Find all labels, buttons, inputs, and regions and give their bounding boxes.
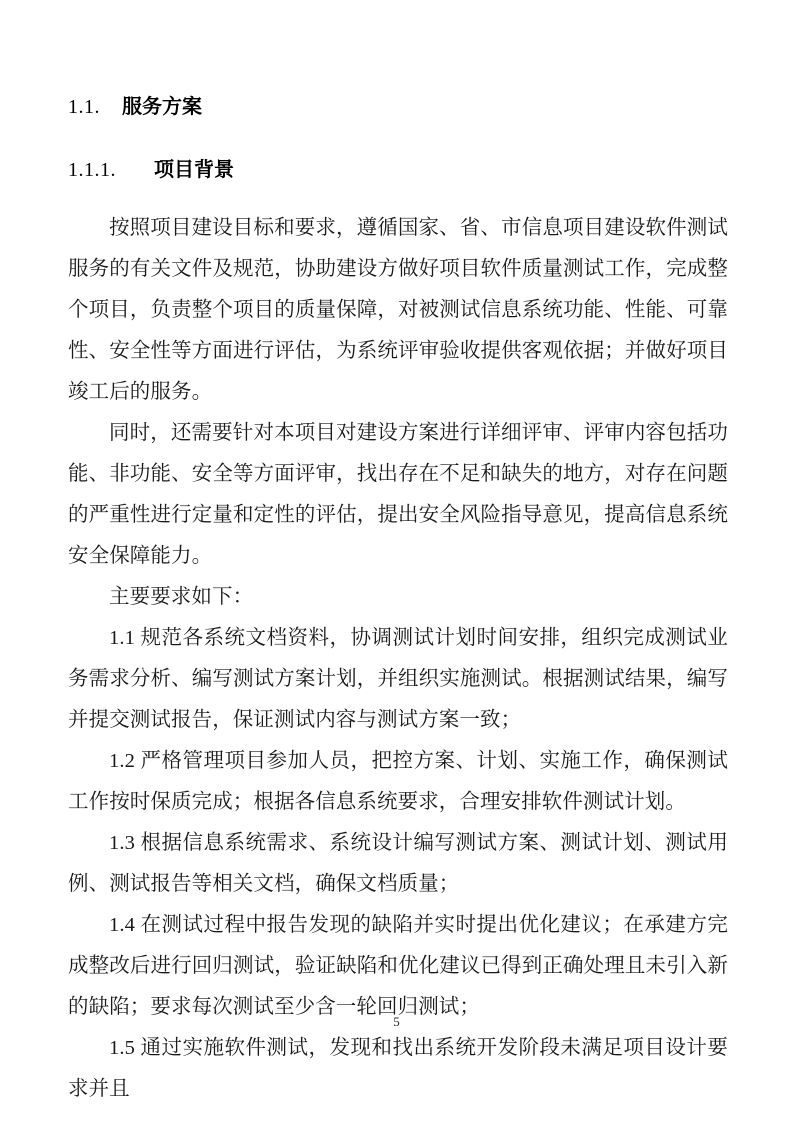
page-number: 5 — [393, 1014, 400, 1029]
heading-service-plan — [68, 92, 728, 121]
heading-1-text: 服务方案 — [122, 94, 202, 118]
heading-project-background — [68, 155, 728, 184]
requirement-item-1-4: 1.4 在测试过程中报告发现的缺陷并实时提出优化建议；在承建方完成整改后进行回归测试，验证缺陷和优化建议已得到正确处理且未引入新的缺陷；要求每次测试至少含一轮回归测试； — [68, 914, 728, 1018]
heading-2-number: 1.1.1. — [68, 159, 116, 181]
heading-1-number: 1.1. — [68, 96, 100, 118]
requirement-item-1-1: 1.1 规范各系统文档资料，协调测试计划时间安排，组织完成测试业务需求分析、编写测试方案计划，并组织实施测试。根据测试结果，编写并提交测试报告，保证测试内容与测试方案一致； — [68, 627, 728, 731]
heading-2-text: 项目背景 — [154, 157, 234, 181]
requirement-item-1-3: 1.3 根据信息系统需求、系统设计编写测试方案、测试计划、测试用例、测试报告等相关文档，确保文档质量； — [68, 832, 728, 895]
paragraph-requirements-intro: 主要要求如下： — [109, 586, 254, 608]
page-content — [68, 92, 728, 1110]
requirement-item-1-2: 1.2 严格管理项目参加人员，把控方案、计划、实施工作，确保测试工作按时保质完成；根据各信息系统要求，合理安排软件测试计划。 — [68, 750, 728, 813]
paragraph-review-scope: 同时，还需要针对本项目对建设方案进行详细评审、评审内容包括功能、非功能、安全等方面评审，找出存在不足和缺失的地方，对存在问题的严重性进行定量和定性的评估，提出安全风险指导意见，提高信息系统安全保障能力。 — [68, 422, 728, 567]
paragraph-background-overview: 按照项目建设目标和要求，遵循国家、省、市信息项目建设软件测试服务的有关文件及规范，协助建设方做好项目软件质量测试工作，完成整个项目，负责整个项目的质量保障，对被测试信息系统功能、性能、可靠性、安全性等方面进行评估，为系统评审验收提供客观依据；并做好项目竣工后的服务。 — [68, 217, 728, 403]
requirement-item-1-5: 1.5 通过实施软件测试，发现和找出系统开发阶段未满足项目设计要求并且 — [68, 1037, 728, 1100]
